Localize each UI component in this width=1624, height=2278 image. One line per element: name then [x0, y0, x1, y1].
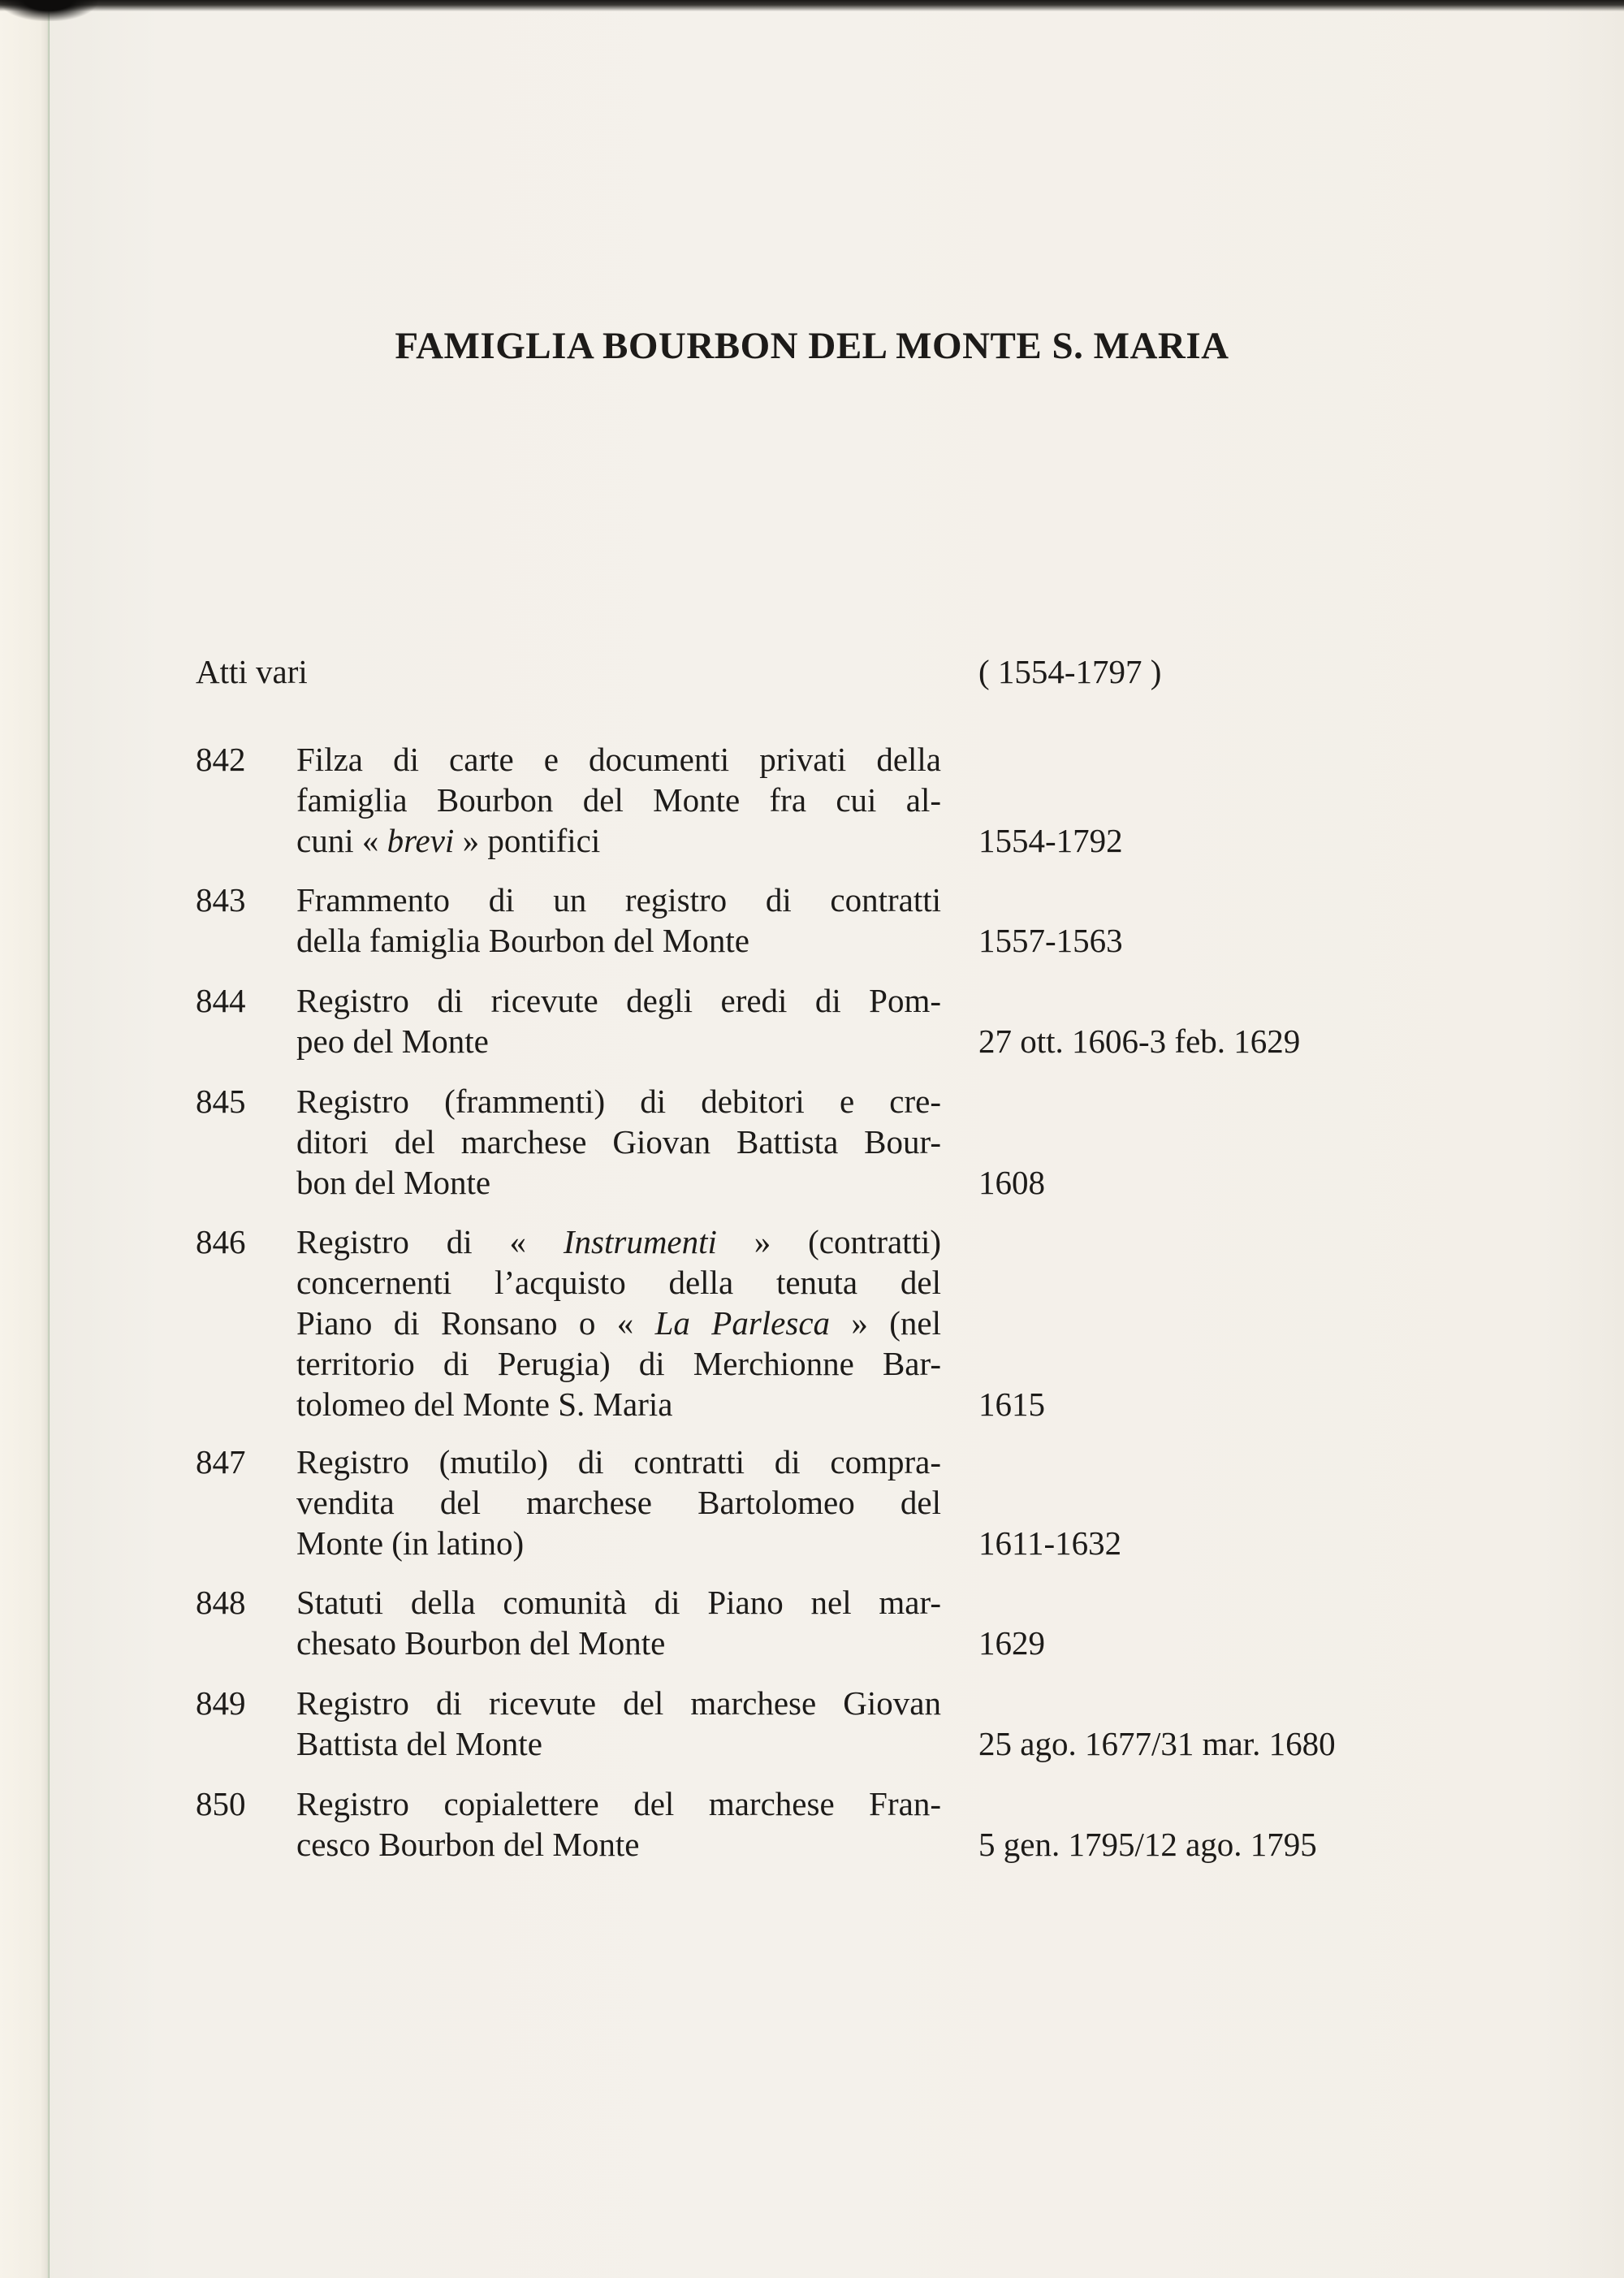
- text-run: Registro di «: [296, 1223, 564, 1260]
- text-run: Registro di ricevute degli eredi di Pom-: [296, 982, 941, 1019]
- page-title: [0, 324, 1575, 368]
- text-run: chesato Bourbon del Monte: [296, 1624, 666, 1662]
- entry-description: [296, 1221, 941, 1424]
- text-run: Frammento di un registro di contratti: [296, 881, 941, 919]
- description-line: [296, 1162, 941, 1203]
- entry-number: 847: [196, 1443, 246, 1480]
- text-run: vendita del marchese Bartolomeo del: [296, 1484, 941, 1521]
- entry-description: [296, 1442, 941, 1563]
- entry-number: 843: [196, 881, 246, 919]
- entry-description: [296, 739, 941, 861]
- section-date-range: ( 1554-1797 ): [978, 653, 1162, 690]
- text-run: concernenti l’acquisto della tenuta del: [296, 1264, 941, 1301]
- italic-title: Instrumenti: [563, 1223, 717, 1260]
- text-run: della famiglia Bourbon del Monte: [296, 922, 749, 959]
- text-run: peo del Monte: [296, 1022, 489, 1060]
- text-run: tolomeo del Monte S. Maria: [296, 1385, 673, 1423]
- entry-date: 1629: [978, 1624, 1045, 1662]
- text-run: Registro (mutilo) di contratti di compra-: [296, 1443, 941, 1480]
- section-label: Atti vari: [196, 653, 308, 690]
- entry-number: 848: [196, 1584, 246, 1621]
- description-line: [296, 1442, 941, 1482]
- entry-date: 1615: [978, 1385, 1045, 1423]
- entry-number: 844: [196, 982, 246, 1019]
- entry-number: 845: [196, 1083, 246, 1120]
- description-line: [296, 1021, 941, 1061]
- entry-number: 849: [196, 1684, 246, 1722]
- description-line: [296, 920, 941, 961]
- description-line: [296, 780, 941, 820]
- entry-date: 1554-1792: [978, 822, 1123, 859]
- text-run: Statuti della comunità di Piano nel mar-: [296, 1584, 941, 1621]
- entry-number: 850: [196, 1785, 246, 1822]
- description-line: [296, 739, 941, 780]
- text-run: » (contratti): [716, 1223, 942, 1260]
- text-run: » (nel: [830, 1304, 941, 1342]
- text-run: ditori del marchese Giovan Battista Bour-: [296, 1123, 941, 1161]
- text-run: » pontifici: [454, 822, 601, 859]
- entry-description: [296, 1582, 941, 1663]
- text-run: Registro (frammenti) di debitori e cre-: [296, 1083, 941, 1120]
- description-line: [296, 1523, 941, 1563]
- description-line: [296, 1683, 941, 1723]
- entry-date: 25 ago. 1677/31 mar. 1680: [978, 1725, 1336, 1762]
- description-line: [296, 1723, 941, 1764]
- entry-date: 1557-1563: [978, 922, 1123, 959]
- description-line: [296, 1384, 941, 1424]
- text-run: Registro di ricevute del marchese Giovan: [296, 1684, 941, 1722]
- text-run: Monte (in latino): [296, 1524, 525, 1562]
- entry-description: [296, 980, 941, 1061]
- entry-date: 27 ott. 1606-3 feb. 1629: [978, 1022, 1301, 1060]
- description-line: [296, 1262, 941, 1303]
- text-run: cesco Bourbon del Monte: [296, 1826, 640, 1863]
- entry-date: 1608: [978, 1164, 1045, 1201]
- text-run: cuni «: [296, 822, 387, 859]
- description-line: [296, 980, 941, 1021]
- italic-title: La Parlesca: [654, 1304, 831, 1342]
- top-shadow: [0, 0, 1624, 11]
- description-line: [296, 1623, 941, 1663]
- text-run: Filza di carte e documenti privati della: [296, 741, 941, 778]
- entry-number: 842: [196, 741, 246, 778]
- description-line: [296, 1482, 941, 1523]
- description-line: [296, 1122, 941, 1162]
- entry-description: [296, 1081, 941, 1203]
- description-line: [296, 1343, 941, 1384]
- text-run: Registro copialettere del marchese Fran-: [296, 1785, 941, 1822]
- entry-description: [296, 880, 941, 961]
- text-run: territorio di Perugia) di Merchionne Bar-: [296, 1345, 941, 1382]
- description-line: [296, 820, 941, 861]
- description-line: [296, 1081, 941, 1122]
- text-run: bon del Monte: [296, 1164, 491, 1201]
- description-line: [296, 1582, 941, 1623]
- description-line: [296, 1303, 941, 1343]
- binding-shadow: [0, 0, 97, 21]
- italic-title: brevi: [387, 822, 455, 859]
- text-run: Battista del Monte: [296, 1725, 542, 1762]
- entry-date: 5 gen. 1795/12 ago. 1795: [978, 1826, 1317, 1863]
- entry-description: [296, 1783, 941, 1865]
- text-run: Piano di Ronsano o «: [296, 1304, 655, 1342]
- entry-number: 846: [196, 1223, 246, 1260]
- description-line: [296, 1783, 941, 1824]
- page-title-text: FAMIGLIA BOURBON DEL MONTE S. MARIA: [395, 325, 1229, 368]
- entry-description: [296, 1683, 941, 1764]
- description-line: [296, 1824, 941, 1865]
- entry-date: 1611-1632: [978, 1524, 1122, 1562]
- text-run: famiglia Bourbon del Monte fra cui al-: [296, 781, 941, 819]
- description-line: [296, 880, 941, 920]
- description-line: [296, 1221, 941, 1262]
